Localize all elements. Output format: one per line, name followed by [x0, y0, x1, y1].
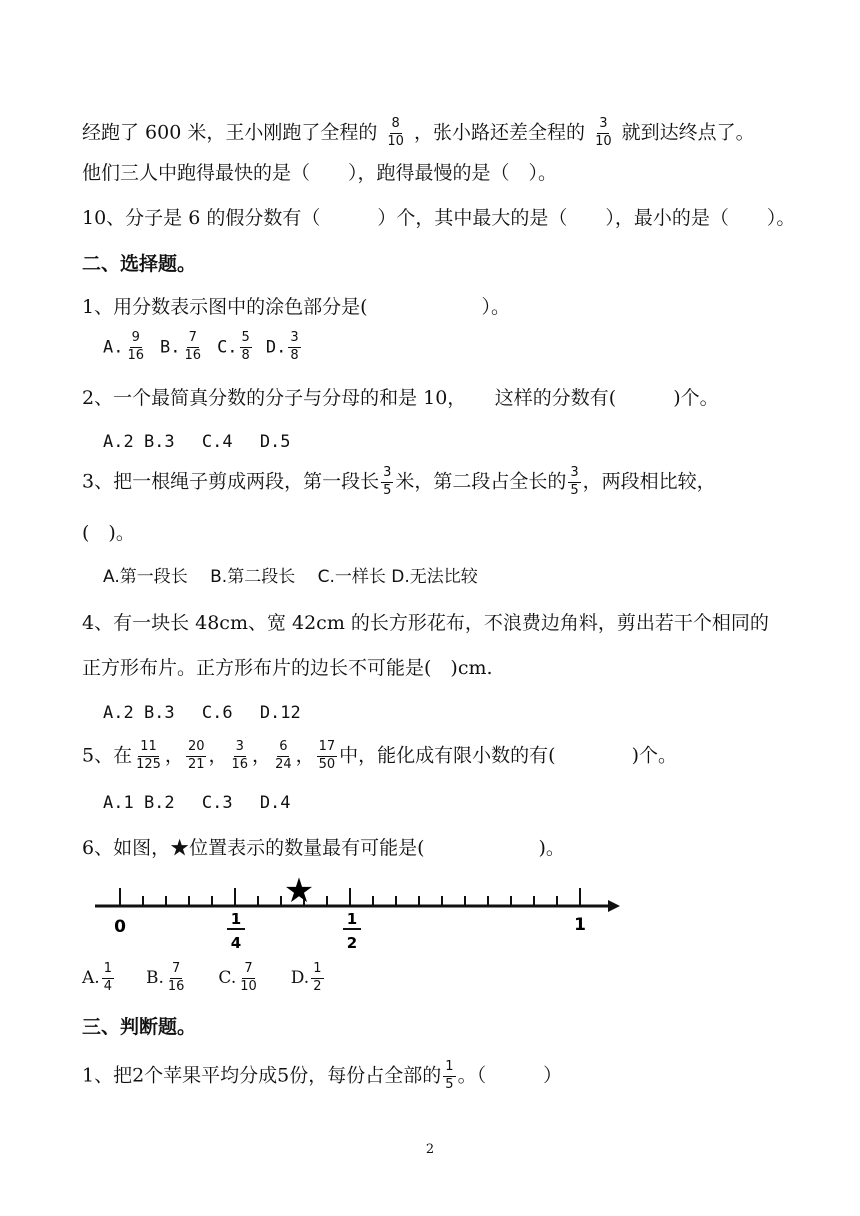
choice-q3-options: A.第一段长 B.第二段长 C.一样长 D.无法比较	[103, 567, 478, 587]
q9-text-3: 就到达终点了。	[621, 121, 755, 144]
fraction: $\frac{3}{16}$	[231, 739, 249, 772]
label-quarter-den: 4	[230, 934, 242, 952]
q9-line2: 他们三人中跑得最快的是（ ），跑得最慢的是（ ）。	[82, 162, 558, 184]
option-item	[291, 962, 326, 995]
choice-q6-stem: 6、如图，★位置表示的数量最有可能是( )。	[82, 837, 565, 859]
axis-arrow	[608, 900, 620, 912]
fraction: $\frac{3}{5}$	[570, 465, 579, 498]
separator: ，	[252, 744, 272, 767]
q3-text-1: 3、把一根绳子剪成两段，第一段长	[82, 470, 380, 493]
option-label: D.	[290, 967, 310, 988]
option-label: B.	[145, 967, 164, 988]
option-label: C.	[218, 967, 237, 988]
number-line	[95, 871, 620, 952]
option-label: C.	[217, 337, 238, 358]
fraction: $\frac{17}{50}$	[318, 739, 336, 772]
fraction: $\frac{5}{8}$	[241, 330, 250, 363]
section3-title: 三、判断题。	[82, 1016, 197, 1038]
q10: 10、分子是 6 的假分数有（ ）个，其中最大的是（ ），最小的是（ ）。	[82, 207, 796, 229]
choice-q4-line1: 4、有一块长 48cm、宽 42cm 的长方形花布，不浪费边角料，剪出若干个相同的	[82, 612, 769, 634]
separator: ，	[164, 744, 184, 767]
fraction: $\frac{1}{5}$	[445, 1059, 454, 1092]
q5-text-1: 5、在	[82, 744, 133, 767]
separator: ，	[208, 744, 228, 767]
choice-q5-options: A.1 B.2 C.3 D.4	[103, 793, 291, 813]
fraction: $\frac{7}{10}$	[240, 961, 257, 994]
q3-text-2: 米，第二段占全长的	[395, 470, 567, 493]
separator: ，	[295, 744, 315, 767]
option-label: A.	[103, 337, 124, 358]
fraction: $\frac{6}{24}$	[275, 739, 292, 772]
judge-q1	[82, 1060, 562, 1093]
fraction: $\frac{9}{16}$	[127, 330, 145, 363]
q3-text-3: ，两段相比较，	[582, 470, 716, 493]
label-half-den: 2	[346, 934, 358, 952]
choice-q5-line1	[82, 740, 677, 773]
option-item	[82, 962, 116, 995]
fraction: $\frac{7}{16}$	[184, 330, 202, 363]
page-number: 2	[425, 1142, 435, 1157]
label-one: 1	[574, 915, 586, 935]
option-item	[218, 962, 260, 995]
q9-line1	[82, 117, 755, 150]
option-item	[103, 331, 148, 364]
section2-title: 二、选择题。	[82, 253, 197, 275]
judge-q1-text-2: 。（ ）	[457, 1064, 563, 1087]
option-label: A.	[82, 967, 100, 988]
judge-q1-text-1: 1、把2个苹果平均分成5份，每份占全部的	[82, 1064, 442, 1087]
choice-q2-options: A.2 B.3 C.4 D.5	[103, 432, 291, 452]
fraction: $\frac{8}{10}$	[387, 116, 404, 149]
choice-q4-options: A.2 B.3 C.6 D.12	[103, 703, 301, 723]
option-item	[266, 331, 303, 364]
q5-text-2: 中，能化成有限小数的有( )个。	[339, 744, 677, 767]
label-half-num: 1	[346, 910, 358, 928]
fraction: $\frac{1}{4}$	[103, 961, 112, 994]
option-item	[146, 962, 188, 995]
choice-q2-stem: 2、一个最简真分数的分子与分母的和是 10， 这样的分数有( )个。	[82, 387, 719, 409]
choice-q6-options	[82, 962, 356, 995]
choice-q3-line1	[82, 466, 716, 499]
fraction: $\frac{20}{21}$	[187, 739, 205, 772]
choice-q1-options	[103, 331, 315, 364]
fraction: $\frac{3}{10}$	[595, 116, 612, 149]
option-item	[160, 331, 205, 364]
choice-q4-line2: 正方形布片。正方形布片的边长不可能是( )cm.	[82, 657, 493, 679]
q9-text-1: 经跑了 600 米，王小刚跑了全程的	[82, 121, 378, 144]
option-label: D.	[265, 337, 287, 358]
option-label: B.	[160, 337, 181, 358]
fraction: $\frac{3}{5}$	[383, 465, 392, 498]
fraction: $\frac{7}{16}$	[167, 961, 185, 994]
label-zero: 0	[114, 917, 126, 937]
q9-text-2: ，张小路还差全程的	[414, 121, 586, 144]
label-quarter-num: 1	[230, 910, 242, 928]
star-icon: ★	[283, 871, 315, 911]
number-line-figure	[90, 868, 630, 960]
fraction: $\frac{11}{125}$	[136, 739, 161, 772]
fraction: $\frac{1}{2}$	[313, 961, 322, 994]
fraction: $\frac{3}{8}$	[290, 330, 299, 363]
tick-marks	[120, 888, 580, 906]
choice-q3-line2: ( )。	[82, 522, 135, 544]
option-item	[217, 331, 254, 364]
choice-q1-stem: 1、用分数表示图中的涂色部分是( ）。	[82, 296, 511, 318]
